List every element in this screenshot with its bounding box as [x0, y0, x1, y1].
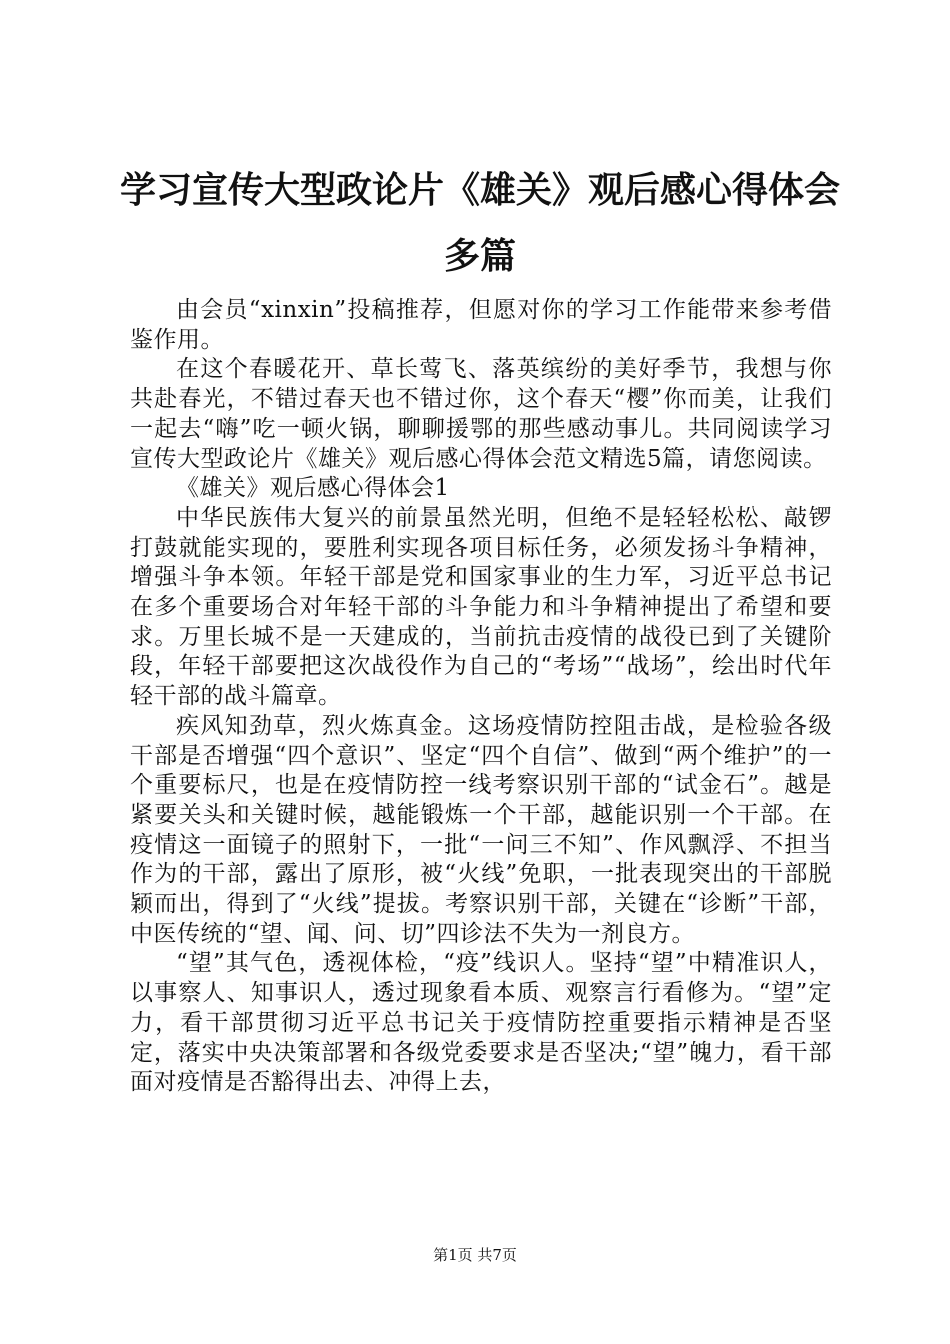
- paragraph: 疾风知劲草，烈火炼真金。这场疫情防控阻击战，是检验各级干部是否增强“四个意识”、坚定“四个自信”、做到“两个维护”的一个重要标尺，也是在疫情防控一线考察识别干部的“试金石”。越是紧要关头和关键时候，越能锻炼一个干部，越能识别一个干部。在疫情这一面镜子的照射下，一批“一问三不知”、作风飘浮、不担当作为的干部，露出了原形，被“火线”免职，一批表现突出的干部脱颖而出，得到了“火线”提拔。考察识别干部，关键在“诊断”干部，中医传统的“望、闻、问、切”四诊法不失为一剂良方。: [130, 712, 832, 947]
- document-title: 学习宣传大型政论片《雄关》观后感心得体会多篇: [120, 170, 841, 277]
- paragraph-intro: 由会员“xinxin”投稿推荐，但愿对你的学习工作能带来参考借鉴作用。: [130, 297, 832, 353]
- section-heading: 《雄关》观后感心得体会1: [176, 475, 450, 502]
- paragraph-opening: 在这个春暖花开、草长莺飞、落英缤纷的美好季节，我想与你共赴春光，不错过春天也不错过你，这个春天“樱”你而美，让我们一起去“嗨”吃一顿火锅，聊聊援鄂的那些感动事儿。共同阅读学习宣传大型政论片《雄关》观后感心得体会范文精选5篇，请您阅读。: [130, 356, 832, 472]
- paragraph: “望”其气色，透视体检，“疫”线识人。坚持“望”中精准识人，以事察人、知事识人，透过现象看本质、观察言行看修为。“望”定力，看干部贯彻习近平总书记关于疫情防控重要指示精神是否坚定，落实中央决策部署和各级党委要求是否坚决;“望”魄力，看干部面对疫情是否豁得出去、冲得上去，: [130, 950, 832, 1096]
- paragraph: 中华民族伟大复兴的前景虽然光明，但绝不是轻轻松松、敲锣打鼓就能实现的，要胜利实现各项目标任务，必须发扬斗争精神，增强斗争本领。年轻干部是党和国家事业的生力军，习近平总书记在多个重要场合对年轻干部的斗争能力和斗争精神提出了希望和要求。万里长城不是一天建成的，当前抗击疫情的战役已到了关键阶段，年轻干部要把这次战役作为自己的“考场”“战场”，绘出时代年轻干部的战斗篇章。: [130, 504, 832, 710]
- page-number-footer: 第1页 共7页: [433, 1246, 517, 1264]
- document-body: [130, 296, 832, 1098]
